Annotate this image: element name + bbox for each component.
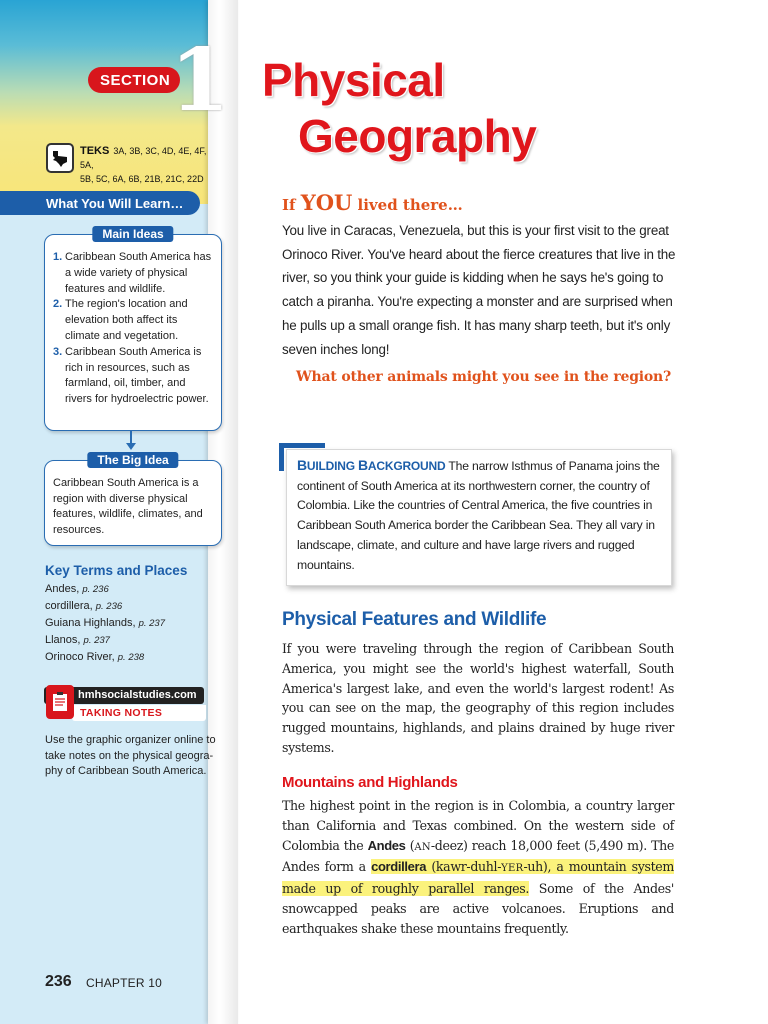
- main-ideas-box: [44, 227, 222, 431]
- notepad-icon: [46, 685, 74, 719]
- key-term-page: p. 236: [95, 601, 123, 612]
- if-you-lived-there-heading: [282, 190, 463, 215]
- focus-question: What other animals might you see in the region?: [296, 369, 672, 385]
- intro-paragraph: You live in Caracas, Venezuela, but this is your first visit to the great Orinoco River. You've heard about the fierce creatures that live in the river, so you think your guide is kidding when he says he's going to catch a piranha. You're expecting a monster and are surprised when he pulls up a small orange fish. It has many sharp teeth, but it's only seven inches long!: [282, 223, 676, 357]
- section-tag: [88, 67, 180, 93]
- page-number: 236: [45, 973, 72, 990]
- teks-codes-line2: 5B, 5C, 6A, 6B, 21B, 21C, 22D: [80, 174, 204, 184]
- taking-notes-text: Use the graphic organizer online to take notes on the physical geogra-phy of Caribbean South America.: [45, 734, 216, 777]
- main-idea-item: [53, 297, 213, 344]
- title-line-1: Physical: [262, 54, 445, 106]
- key-term: Orinoco River,: [45, 651, 115, 663]
- main-idea-text: The region's location and elevation both affect its climate and vegetation.: [65, 298, 188, 342]
- online-url[interactable]: hmhsocialstudies.com: [44, 687, 204, 704]
- big-idea-text: Caribbean South America is a region with diverse physical features, wildlife, climates, and resources.: [53, 477, 203, 536]
- if-you-post: lived there…: [352, 196, 463, 214]
- building-background-text: [297, 456, 667, 575]
- key-term-cordillera: cordillera: [371, 859, 427, 875]
- section-paragraph: If you were traveling through the region of Caribbean South America, you might see the world's highest waterfall, South America's largest lake, and even the world's largest rodent! As you can see on the map, the geography of this region includes rugged mountains, highlands, and plains drained by huge river systems.: [282, 641, 674, 755]
- key-term-andes: Andes: [367, 837, 406, 853]
- main-ideas-list: [45, 235, 221, 408]
- key-term: Andes,: [45, 583, 80, 595]
- big-idea-box: [44, 453, 222, 546]
- big-idea-title: The Big Idea: [87, 452, 178, 468]
- teks-codes: [80, 144, 216, 186]
- key-term-item: [45, 615, 225, 632]
- key-term-item: [45, 598, 225, 615]
- key-term: Guiana Highlands,: [45, 617, 136, 629]
- online-taking-notes-tab[interactable]: [44, 687, 206, 723]
- texas-state-icon: [46, 143, 74, 173]
- key-term-page: p. 238: [117, 652, 145, 663]
- what-you-will-learn-bar: [0, 191, 200, 215]
- key-term-item: [45, 649, 225, 666]
- main-idea-text: Caribbean South America has a wide variety of physical features and wildlife.: [65, 251, 212, 295]
- if-you-pre: If: [282, 196, 301, 214]
- arrow-down-icon: [126, 443, 136, 450]
- building-background-body: The narrow Isthmus of Panama joins the continent of South America at its northwestern corner, the country of Colombia. Like the countries of Central America, the five countries in Caribbean South America border the Caribbean Sea. They all vary in landscape, climate, and culture and have large rivers and rugged mountains.: [297, 459, 660, 572]
- highlighted-definition: cordillera (kawr-duhl-YER-uh), a mountain system made up of roughly parallel ranges.: [282, 859, 674, 897]
- chapter-label: CHAPTER 10: [86, 976, 163, 990]
- key-term-page: p. 237: [138, 618, 165, 629]
- key-terms-list: [45, 581, 225, 666]
- learn-bar-label: What You Will Learn…: [46, 195, 184, 211]
- title-line-2: Geography: [298, 110, 537, 162]
- if-you-big: YOU: [300, 190, 353, 215]
- main-ideas-title: Main Ideas: [92, 226, 173, 242]
- section-label: SECTION: [100, 71, 171, 89]
- main-idea-number: 3.: [53, 345, 63, 358]
- section-heading: Physical Features and Wildlife: [282, 609, 547, 630]
- teks-codes-line1: 3A, 3B, 3C, 4D, 4E, 4F, 5A,: [80, 146, 207, 170]
- page-title: [262, 52, 536, 164]
- main-idea-number: 2.: [53, 298, 63, 311]
- key-terms: [45, 563, 225, 666]
- key-term-page: p. 237: [83, 635, 110, 646]
- teks-label: TEKS: [80, 145, 110, 157]
- key-terms-title: Key Terms and Places: [45, 563, 188, 578]
- taking-notes-label: TAKING NOTES: [72, 705, 206, 721]
- box-corner-accent: [279, 443, 325, 448]
- subsection-heading: Mountains and Highlands: [282, 774, 458, 791]
- main-idea-item: [53, 250, 213, 297]
- section-number: 1: [170, 30, 230, 131]
- key-term: Llanos,: [45, 634, 81, 646]
- building-background-label: BUILDING BACKGROUND: [297, 457, 446, 473]
- key-term-page: p. 236: [82, 584, 109, 595]
- key-term-item: [45, 632, 225, 649]
- main-idea-text: Caribbean South America is rich in resources, such as farmland, oil, timber, and rivers for hydroelectric power.: [65, 345, 209, 406]
- key-term: cordillera,: [45, 600, 93, 612]
- main-idea-number: 1.: [53, 251, 63, 263]
- box-corner-accent: [279, 443, 284, 471]
- main-idea-item: [53, 345, 213, 408]
- key-term-item: [45, 581, 225, 598]
- subsection-paragraph: The highest point in the region is in Colombia, a country larger than California and Texas combined. On the western side of Colombia the Andes (AN-deez) reach 18,000 feet (5,490 m). The Andes form a cordillera (kawr-duhl-YER-uh), a mountain system made up of roughly parallel ranges. Some of the Andes' snowcapped peaks are active volcanoes. Eruptions and earthquakes shake these mountains frequently.: [282, 798, 674, 936]
